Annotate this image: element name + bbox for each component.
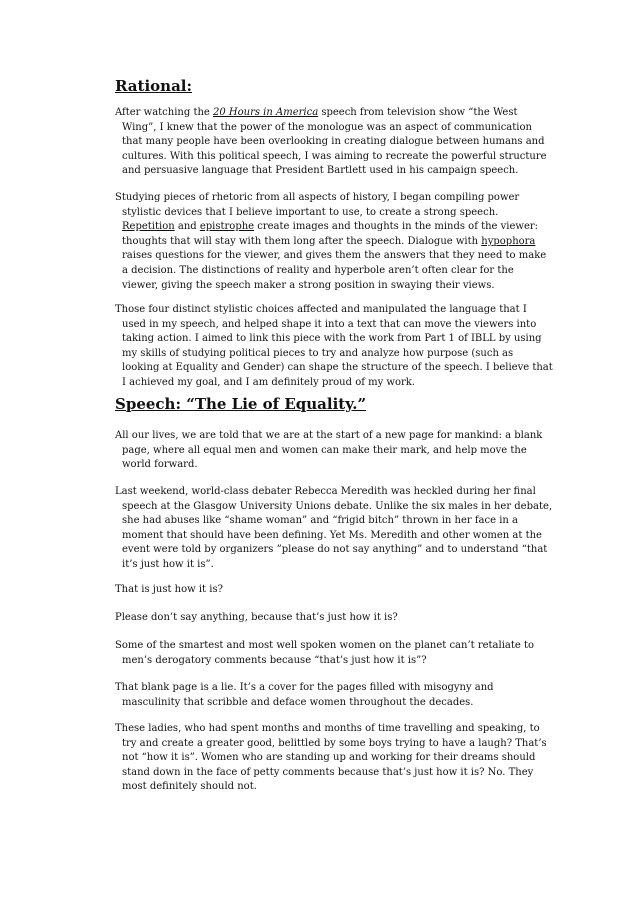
text-line: All our lives, we are told that we are at the start of a new page for mankind: a blank xyxy=(115,430,543,441)
text-line: taking action. I aimed to link this piece with the work from Part 1 of IBLL by using xyxy=(122,333,542,345)
text-segment: speech from television show “the West xyxy=(318,107,518,118)
speech-title: 20 Hours in America xyxy=(213,107,319,118)
term-repetition: Repetition xyxy=(122,221,175,233)
text-line: it’s just how it is”. xyxy=(122,558,214,570)
text-line: stylistic devices that I believe important to use, to create a strong speech. xyxy=(122,206,499,218)
text-line: my skills of studying political pieces to try and analyze how purpose (such as xyxy=(122,347,514,359)
text-line: used in my speech, and helped shape it into a text that can move the viewers into xyxy=(122,318,537,330)
speech-paragraph-5 xyxy=(115,639,555,668)
speech-paragraph-7 xyxy=(115,722,555,795)
text-line xyxy=(115,106,555,121)
text-line: page, where all equal men and women can make their mark, and help move the xyxy=(122,444,527,456)
term-epistrophe: epistrophe xyxy=(199,221,255,233)
rational-heading: Rational: xyxy=(115,77,193,95)
text-line: most definitely should not. xyxy=(122,781,257,793)
text-line: Some of the smartest and most well spoken women on the planet can’t retaliate to xyxy=(115,640,535,651)
text-line: men’s derogatory comments because “that’s just how it is”? xyxy=(122,654,427,666)
text-line: Wing”, I knew that the power of the monologue was an aspect of communication xyxy=(122,121,532,133)
text-line: looking at Equality and Gender) can shape the structure of the speech. I believe that xyxy=(122,362,553,374)
text-line: stand down in the face of petty comments because that’s just how it is? No. They xyxy=(122,766,534,778)
speech-heading: Speech: “The Lie of Equality.” xyxy=(115,395,367,413)
text-line: raises questions for the viewer, and gives them the answers that they need to make xyxy=(122,250,547,262)
text-line: event were told by organizers ”please do not say anything” and to understand “that xyxy=(122,544,548,556)
term-hypophora: hypophora xyxy=(481,235,536,247)
rational-paragraph-3 xyxy=(115,303,555,391)
text-segment: After watching the xyxy=(115,107,213,118)
text-line: That is just how it is? xyxy=(115,584,223,595)
text-line: That blank page is a lie. It’s a cover for the pages filled with misogyny and xyxy=(115,682,494,693)
text-line: try and create a greater good, belittled by some boys trying to have a laugh? That’s xyxy=(122,737,547,749)
text-line: moment that should have been defining. Yet Ms. Meredith and other women at the xyxy=(122,529,542,541)
text-line: Last weekend, world-class debater Rebecca Meredith was heckled during her final xyxy=(115,486,536,497)
speech-paragraph-6 xyxy=(115,681,555,710)
text-line: not “how it is”. Women who are standing up and working for their dreams should xyxy=(122,752,536,764)
text-line: and persuasive language that President Bartlett used in his campaign speech. xyxy=(122,165,519,177)
text-line: Please don’t say anything, because that’s just how it is? xyxy=(115,612,398,623)
rational-paragraph-2 xyxy=(115,191,555,293)
text-line: These ladies, who had spent months and months of time travelling and speaking, to xyxy=(115,723,540,734)
text-line: speech at the Glasgow University Unions debate. Unlike the six males in her debate, xyxy=(122,500,553,512)
speech-paragraph-4 xyxy=(115,611,555,626)
text-segment: and xyxy=(174,221,200,233)
text-line: a decision. The distinctions of reality and hyperbole aren’t often clear for the xyxy=(122,264,514,276)
text-line xyxy=(115,220,555,235)
text-line: viewer, giving the speech maker a strong position in swaying their views. xyxy=(122,279,495,291)
text-line: masculinity that scribble and deface women throughout the decades. xyxy=(122,696,474,708)
text-line: Those four distinct stylistic choices affected and manipulated the language that I xyxy=(115,304,527,315)
text-line: she had abuses like “shame woman” and “frigid bitch” thrown in her face in a xyxy=(122,515,518,527)
rational-paragraph-1 xyxy=(115,106,555,179)
text-segment: create images and thoughts in the minds of the viewer: xyxy=(254,221,539,233)
text-line: I achieved my goal, and I am definitely proud of my work. xyxy=(122,376,416,388)
text-line: cultures. With this political speech, I was aiming to recreate the powerful structure xyxy=(122,150,547,162)
text-line: Studying pieces of rhetoric from all aspects of history, I began compiling power xyxy=(115,192,520,203)
text-line xyxy=(115,235,555,250)
text-line: world forward. xyxy=(122,459,198,471)
speech-paragraph-2 xyxy=(115,485,555,573)
speech-paragraph-1 xyxy=(115,429,555,473)
text-segment: thoughts that will stay with them long after the speech. Dialogue with xyxy=(122,235,482,247)
speech-paragraph-3 xyxy=(115,583,555,598)
text-line: that many people have been overlooking in creating dialogue between humans and xyxy=(122,136,545,148)
